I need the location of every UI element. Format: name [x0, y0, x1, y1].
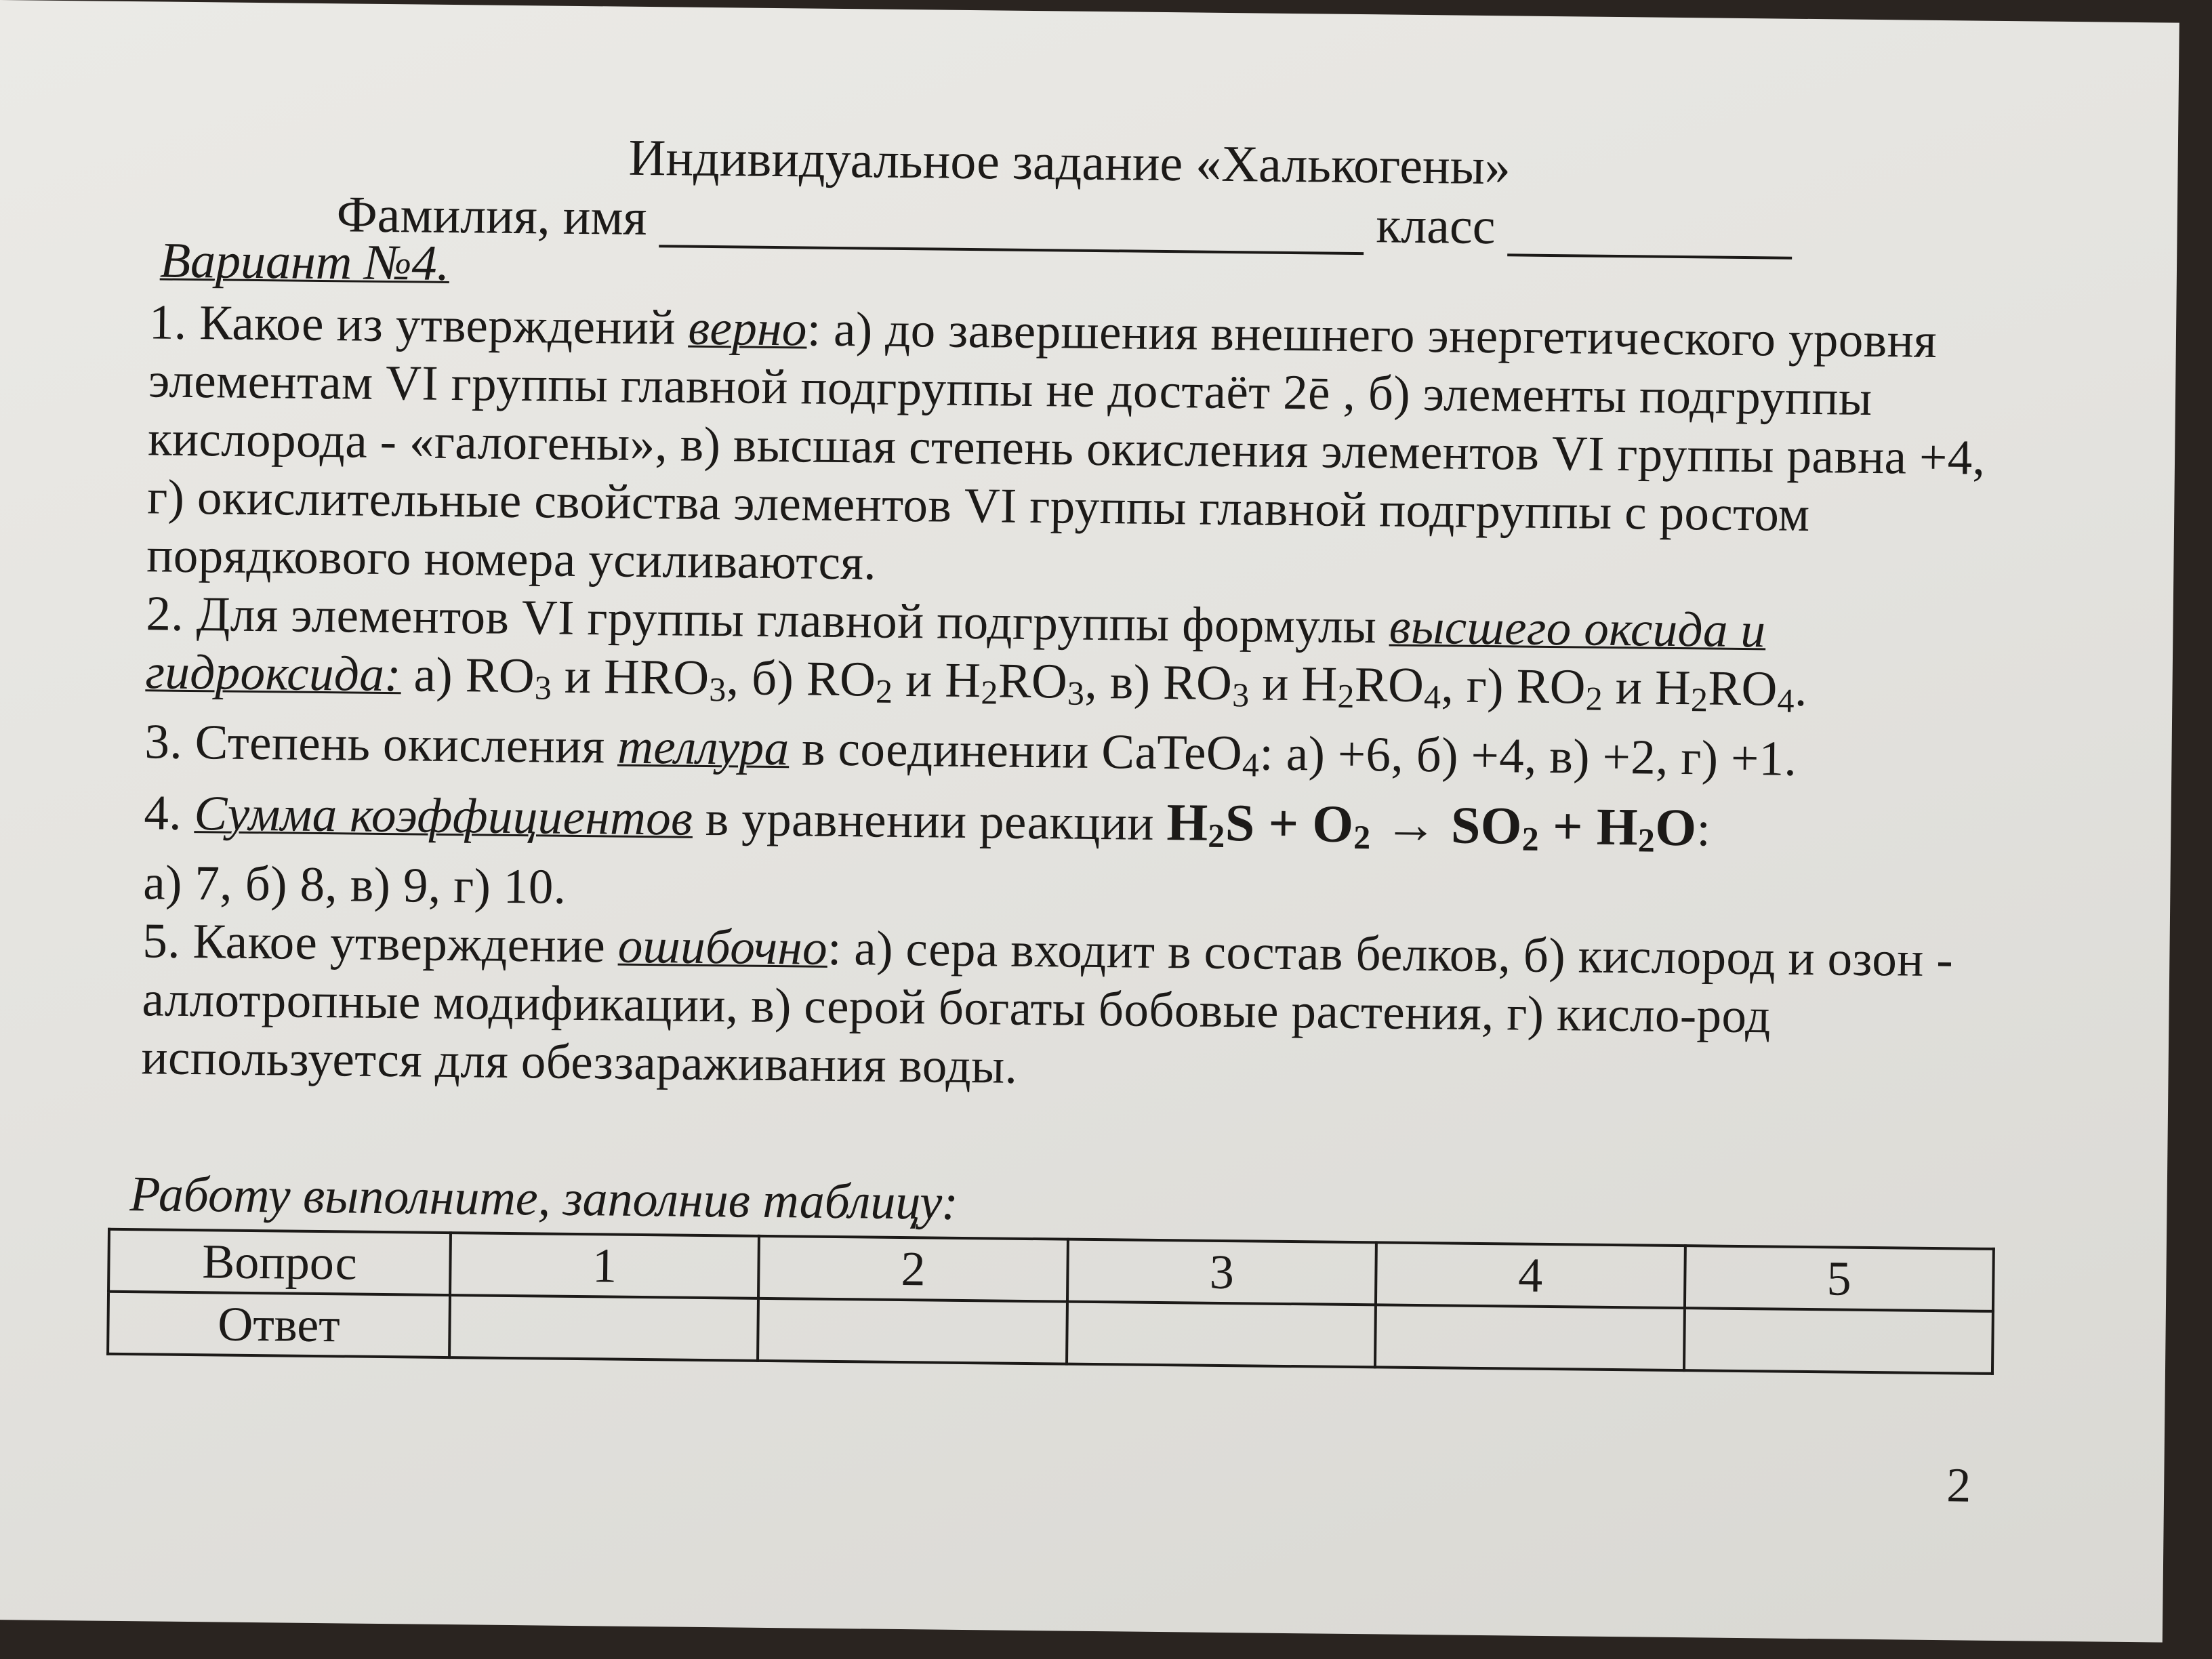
class-label: класс: [1376, 197, 1496, 255]
emphasis: верно: [688, 300, 808, 356]
reaction-equation: $H_2S + O_2 \to SO_2 + H_2O$: [1166, 792, 1697, 859]
table-cell: Ответ: [108, 1292, 450, 1357]
question-3: 3. Степень окисления теллура в соединении CaTeO$_4$: а) +6, б) +4, в) +2, г) +1.: [144, 714, 1797, 786]
question-2: 2. Для элементов VI группы главной подгруппы формулы высшего оксида и гидроксида: а) $RO_3$ и $HRO_3$, б) $RO_2$ и $H_2RO_3$, в) $RO_3$ и $H_2RO_4$, г) $RO_2$ и $H_2RO_4$.: [145, 586, 1808, 720]
question-5: 5. Какое утверждение ошибочно: а) сера входит в состав белков, б) кислород и озон - аллотропные модификации, в) серой богаты бобовые растения, г) кисло-род используется для обеззараживания воды.: [141, 913, 1954, 1094]
name-label: Фамилия, имя: [336, 186, 647, 247]
class-blank-line: [1507, 206, 1793, 259]
table-cell: Вопрос: [108, 1229, 451, 1295]
table-cell: 2: [758, 1236, 1067, 1302]
question-4: 4. Сумма коэффициентов в уравнении реакции $H_2S + O_2 \to SO_2 + H_2O$: а) 7, б) 8, в) 9, г) 10.: [142, 785, 1711, 914]
page-number: 2: [1946, 1458, 1971, 1513]
table-cell: 1: [450, 1233, 759, 1298]
question-1: 1. Какое из утверждений верно: а) до завершения внешнего энергетического уровня элементам VI группы главной подгруппы не достаёт 2ē , б) элементы подгруппы кислорода - «галогены», в) высшая степень окисления элементов VI группы равна +4, г) окислительные свойства элементов VI группы главной подгруппы с ростом порядкового номера усиливаются.: [146, 294, 1986, 590]
name-blank-line: [659, 197, 1364, 255]
question-list: [141, 293, 1999, 1106]
answer-cell[interactable]: [1067, 1302, 1376, 1368]
emphasis: ошибочно: [617, 918, 828, 975]
table-instruction: Работу выполните, заполнив таблицу:: [129, 1166, 959, 1231]
emphasis: Сумма коэффициентов: [194, 785, 693, 846]
answer-table: [106, 1228, 1995, 1375]
answer-options: а) 7, б) 8, в) 9, г) 10.: [142, 855, 567, 914]
table-cell: 5: [1684, 1246, 1993, 1311]
answer-cell[interactable]: [1375, 1305, 1684, 1370]
emphasis: высшего оксида и гидроксида:: [145, 598, 1766, 702]
answer-cell[interactable]: [449, 1295, 758, 1361]
name-class-row: [336, 185, 1793, 259]
table-cell: 4: [1376, 1242, 1685, 1308]
table-cell: 3: [1067, 1240, 1376, 1305]
answer-cell[interactable]: [1684, 1308, 1993, 1374]
page-title: Индивидуальное задание «Халькогены»: [628, 129, 1511, 196]
answer-cell[interactable]: [758, 1298, 1067, 1364]
emphasis: теллура: [617, 718, 790, 776]
variant-label: Вариант №4.: [159, 232, 450, 291]
